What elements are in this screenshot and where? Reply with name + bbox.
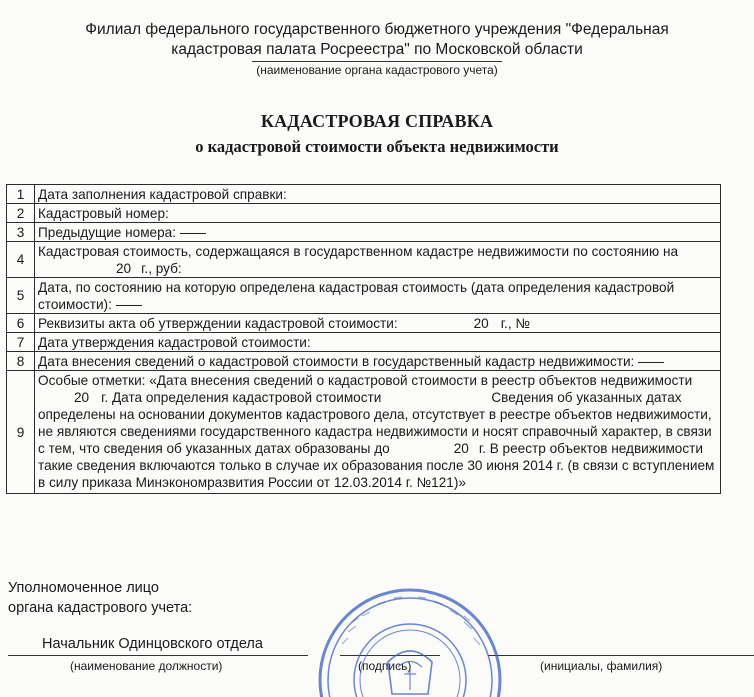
row-number: 5 — [7, 278, 35, 314]
document-title — [0, 110, 754, 158]
row-text-tail: г., руб: — [141, 261, 182, 276]
position-caption: (наименование должности) — [70, 659, 223, 673]
sign-caption: (подпись) — [358, 659, 412, 673]
row-text: Кадастровая стоимость, содержащаяся в государственном кадастре недвижимости по состоянию на — [38, 244, 679, 259]
row-text: Реквизиты акта об утверждении кадастровой стоимости: — [38, 316, 398, 331]
empty-value-dash — [638, 362, 664, 363]
row-number: 7 — [7, 333, 35, 352]
notes-text-2: г. Дата определения кадастровой стоимости — [101, 390, 382, 405]
row-text: Предыдущие номера: — [38, 225, 177, 240]
position-name: Начальник Одинцовского отдела — [42, 636, 263, 652]
organization-caption: (наименование органа кадастрового учета) — [256, 63, 498, 77]
special-notes-cell — [35, 371, 721, 494]
authorized-person-block — [8, 578, 192, 618]
table-row — [7, 278, 721, 314]
row-cell — [35, 223, 721, 242]
row-number: 6 — [7, 314, 35, 333]
row-text: Дата внесения сведений о кадастровой стоимости в государственный кадастр недвижимости: — [38, 354, 635, 369]
document-header — [0, 20, 754, 78]
row-number: 3 — [7, 223, 35, 242]
notes-year-2: 20 — [453, 441, 469, 456]
organization-name: Филиал федерального государственного бюджетного учреждения "Федеральная кадастровая палата Росреестра" по Московской области — [85, 21, 669, 58]
notes-text-3: Сведения об указанных датах определены на основании документов кадастрового дела, отсутствует в реестре объектов недвижимости, не являются сведениями государственного кадастра недвижимости и носят справочный характер, в связи с тем, что сведения об указанных датах образованы до — [38, 390, 712, 456]
table-row — [7, 223, 721, 242]
table-row — [7, 242, 721, 278]
row-cell — [35, 352, 721, 371]
empty-value-dash — [180, 233, 206, 234]
row-year: 20 — [473, 316, 489, 331]
table-row — [7, 352, 721, 371]
official-stamp-icon — [318, 572, 504, 697]
row-cell — [35, 278, 721, 314]
authorized-person-label: Уполномоченное лицо — [8, 580, 159, 596]
row-number: 9 — [7, 371, 35, 494]
name-caption: (инициалы, фамилия) — [540, 659, 663, 673]
certificate-table — [6, 184, 721, 494]
row-text: Дата утверждения кадастровой стоимости: — [35, 333, 721, 352]
position-line — [8, 655, 308, 656]
notes-year-1: 20 — [74, 390, 90, 405]
row-number: 1 — [7, 185, 35, 204]
authority-label: органа кадастрового учета: — [8, 600, 193, 616]
row-cell — [35, 242, 721, 278]
notes-text-1: Особые отметки: «Дата внесения сведений о кадастровой стоимости в реестр объектов недвижимости — [38, 373, 693, 388]
row-text-tail: г., № — [500, 316, 530, 331]
row-number: 8 — [7, 352, 35, 371]
row-text: Кадастровый номер: — [35, 204, 721, 223]
title-sub: о кадастровой стоимости объекта недвижимости — [195, 137, 559, 156]
row-year: 20 — [116, 261, 132, 276]
table-row — [7, 204, 721, 223]
table-row — [7, 371, 721, 494]
notes-text-4: г. В реестр объектов недвижимости такие сведения включаются только в случае их образования после 30 июня 2014 г. (в связи с вступлением в силу приказа Минэкономразвития России от 12.03.2014 г. №121)» — [38, 441, 715, 490]
table-row — [7, 314, 721, 333]
row-cell — [35, 314, 721, 333]
row-number: 2 — [7, 204, 35, 223]
row-number: 4 — [7, 242, 35, 278]
title-main: КАДАСТРОВАЯ СПРАВКА — [260, 111, 494, 131]
name-line — [488, 655, 754, 656]
table-row — [7, 333, 721, 352]
row-text: Дата заполнения кадастровой справки: — [35, 185, 721, 204]
empty-value-dash — [116, 305, 142, 306]
row-text: Дата, по состоянию на которую определена кадастровая стоимость (дата определения кадастровой стоимости): — [38, 280, 675, 312]
table-row — [7, 185, 721, 204]
